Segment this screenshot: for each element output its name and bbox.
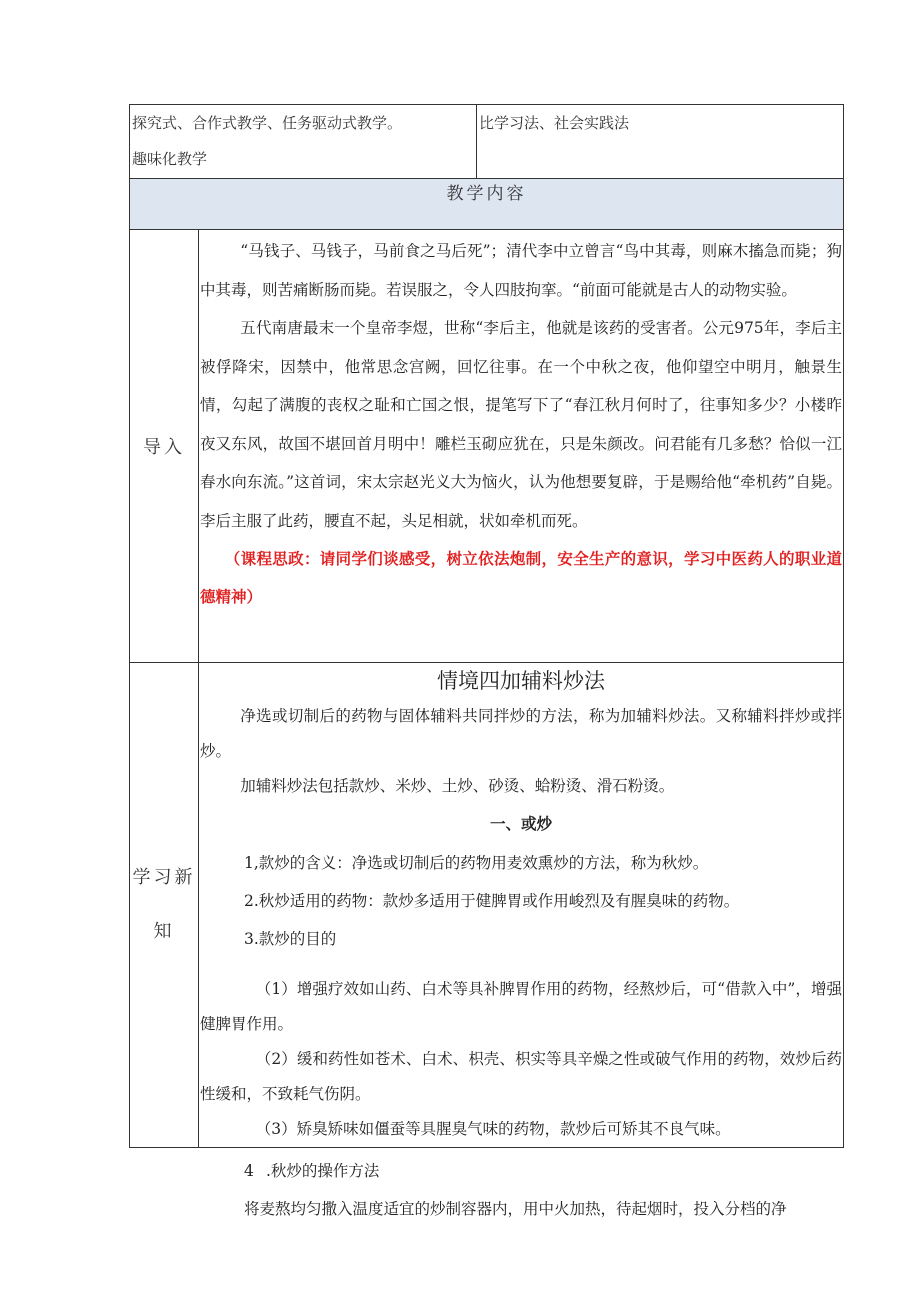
teaching-methods-row (130, 105, 844, 179)
intro-paragraph-1: “马钱子、马钱子，马前食之马后死”；清代李中立曾言“鸟中其毒，则麻木搐急而毙；狗中其毒，则苦痛断肠而毙。若误服之，令人四肢拘挛。“前面可能就是古人的动物实验。 (200, 242, 843, 299)
purpose-3: （3）矫臭矫味如僵蚕等具腥臭气味的药物，款炒后可矫其不良气味。 (255, 1120, 731, 1138)
item-meaning: 1,款炒的含义：净选或切制后的药物用麦效熏炒的方法，称为秋炒。 (244, 854, 709, 872)
teaching-methods-cell (130, 105, 477, 179)
new-knowledge-content (199, 663, 844, 1148)
step-4-heading (244, 1156, 887, 1186)
intro-row (130, 230, 844, 663)
intro-label: 导入 (130, 230, 199, 663)
item-purpose-heading: 3.款炒的目的 (244, 930, 337, 948)
definition-paragraph: 净选或切制后的药物与固体辅料共同拌炒的方法，称为加辅料炒法。又称辅料拌炒或拌炒。 (200, 707, 843, 760)
intro-content (199, 230, 844, 663)
learning-methods-text: 比学习法、社会实践法 (479, 114, 630, 132)
new-knowledge-label-line-2: 知 (153, 921, 175, 942)
step-4-number: 4 (244, 1162, 254, 1180)
types-paragraph: 加辅料炒法包括款炒、米炒、土炒、砂烫、蛤粉烫、滑石粉烫。 (240, 777, 675, 795)
lesson-plan-table (129, 104, 844, 1148)
new-knowledge-label (130, 663, 199, 1148)
new-knowledge-row (130, 663, 844, 1148)
purpose-1: （1）增强疗效如山药、白术等具补脾胃作用的药物，经熬炒后，可“借款入中”，增强健脾胃作用。 (200, 980, 843, 1033)
item-applicable-drugs: 2.秋炒适用的药物：款炒多适用于健脾胃或作用峻烈及有腥臭味的药物。 (244, 892, 740, 910)
purpose-2: （2）缓和药性如苍术、白术、枳壳、枳实等具辛燥之性或破气作用的药物，效炒后药性缓和，不致耗气伤阴。 (200, 1050, 843, 1103)
teaching-method-line-1: 探究式、合作式教学、任务驱动式教学。 (132, 114, 403, 132)
step-4-text: .秋炒的操作方法 (266, 1162, 380, 1180)
content-header: 教学内容 (130, 179, 844, 230)
ideology-note: （课程思政：请同学们谈感受，树立依法炮制，安全生产的意识，学习中医药人的职业道德精神） (200, 549, 843, 606)
content-header-row (130, 179, 844, 230)
subsection-title: 一、或炒 (490, 814, 553, 833)
section-title: 情境四加辅料炒法 (437, 669, 605, 693)
operation-paragraph: 将麦熬均匀撒入温度适宜的炒制容器内，用中火加热，待起烟时，投入分档的净 (244, 1200, 787, 1218)
intro-paragraph-2: 五代南唐最末一个皇帝李煜，世称“李后主，他就是该药的受害者。公元975年，李后主被俘降宋，因禁中，他常思念宫阙，回忆往事。在一个中秋之夜，他仰望空中明月，触景生情，勾起了满腹的丧权之耻和亡国之恨，提笔写下了“春江秋月何时了，往事知多少？小楼昨夜又东风，故国不堪回首月明中！雕栏玉砌应犹在，只是朱颜改。问君能有几多愁？恰似一江春水向东流。”这首词，宋太宗赵光义大为恼火，认为他想要复辟，于是赐给他“牵机药”自毙。李后主服了此药，腰直不起，头足相就，状如牵机而死。 (200, 319, 843, 530)
learning-methods-cell (477, 105, 844, 179)
teaching-method-line-2: 趣味化教学 (132, 150, 208, 168)
new-knowledge-label-line-1: 学习新 (132, 867, 196, 888)
